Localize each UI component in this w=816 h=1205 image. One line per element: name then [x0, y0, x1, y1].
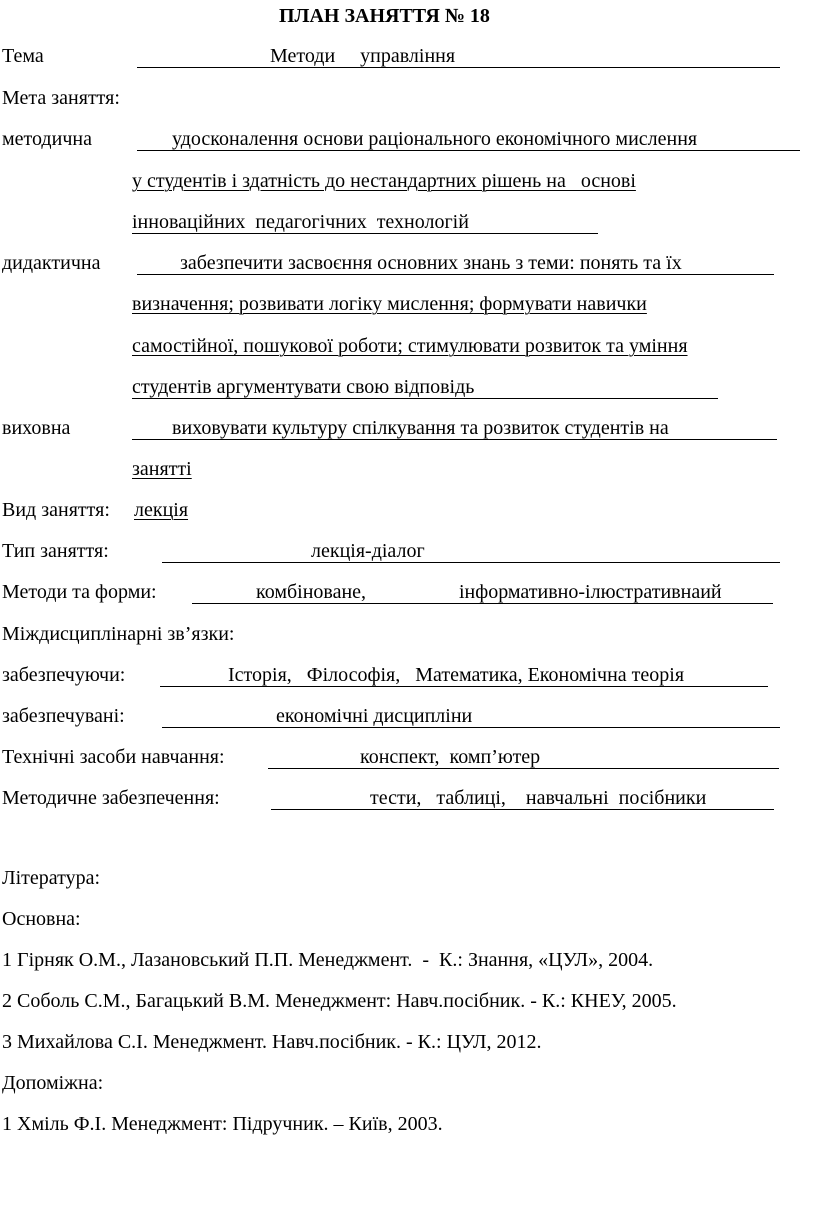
didactic-line-2: визначення; розвивати логіку мислення; формувати навички: [132, 293, 647, 315]
didactic-label: дидактична: [2, 252, 101, 274]
providing-label: забезпечуючи:: [2, 664, 126, 686]
provided-label: забезпечувані:: [2, 705, 125, 727]
methods-label: Методи та форми:: [2, 581, 157, 603]
didactic-line-4: студентів аргументувати свою відповідь: [132, 376, 475, 398]
topic-value: Методи управління: [270, 45, 456, 67]
main-ref-2: 2 Соболь С.М., Багацький В.М. Менеджмент: Навч.посібник. - К.: КНЕУ, 2005.: [2, 990, 677, 1012]
topic-label: Тема: [2, 45, 44, 67]
tech-value: конспект, комп’ютер: [360, 746, 541, 768]
educational-label: виховна: [2, 417, 71, 439]
lesson-kind-value: лекція: [134, 499, 189, 521]
didactic-line-1: забезпечити засвоєння основних знань з теми: понять та їх: [180, 252, 682, 274]
lesson-kind-label: Вид заняття:: [2, 499, 110, 521]
educational-line-2: занятті: [132, 458, 192, 480]
lesson-type-underline: [162, 539, 780, 563]
aux-heading: Допоміжна:: [2, 1072, 104, 1094]
literature-heading: Література:: [2, 867, 101, 889]
methodical-line-1: удосконалення основи раціонального економічного мислення: [172, 128, 698, 150]
method-support-value: тести, таблиці, навчальні посібники: [370, 787, 707, 809]
methodical-label: методична: [2, 128, 92, 150]
method-support-label: Методичне забезпечення:: [2, 787, 220, 809]
provided-value: економічні дисципліни: [276, 705, 473, 727]
providing-value: Історія, Філософія, Математика, Економічна теорія: [228, 664, 685, 686]
page-title: ПЛАН ЗАНЯТТЯ № 18: [279, 5, 490, 27]
lesson-type-label: Тип заняття:: [2, 540, 109, 562]
methodical-line-3: інноваційних педагогічних технологій: [132, 211, 469, 233]
lesson-type-value: лекція-діалог: [311, 540, 425, 562]
interdisciplinary-heading: Міждисциплінарні зв’язки:: [2, 623, 235, 645]
aux-ref-1: 1 Хміль Ф.І. Менеджмент: Підручник. – Київ, 2003.: [2, 1113, 443, 1135]
main-heading: Основна:: [2, 908, 81, 930]
tech-label: Технічні засоби навчання:: [2, 746, 225, 768]
methods-value-1: комбіноване,: [256, 581, 367, 603]
methodical-line-2: у студентів і здатність до нестандартних рішень на основі: [132, 170, 636, 192]
topic-underline: [137, 44, 780, 68]
educational-line-1: виховувати культуру спілкування та розвиток студентів на: [172, 417, 669, 439]
methods-value-2: інформативно-ілюстративнаий: [459, 581, 722, 603]
didactic-line-3: самостійної, пошукової роботи; стимулювати розвиток та уміння: [132, 335, 688, 357]
goal-heading: Мета заняття:: [2, 87, 120, 109]
main-ref-3: 3 Михайлова С.І. Менеджмент. Навч.посібник. - К.: ЦУЛ, 2012.: [2, 1031, 542, 1053]
main-ref-1: 1 Гірняк О.М., Лазановський П.П. Менеджмент. - К.: Знання, «ЦУЛ», 2004.: [2, 949, 654, 971]
